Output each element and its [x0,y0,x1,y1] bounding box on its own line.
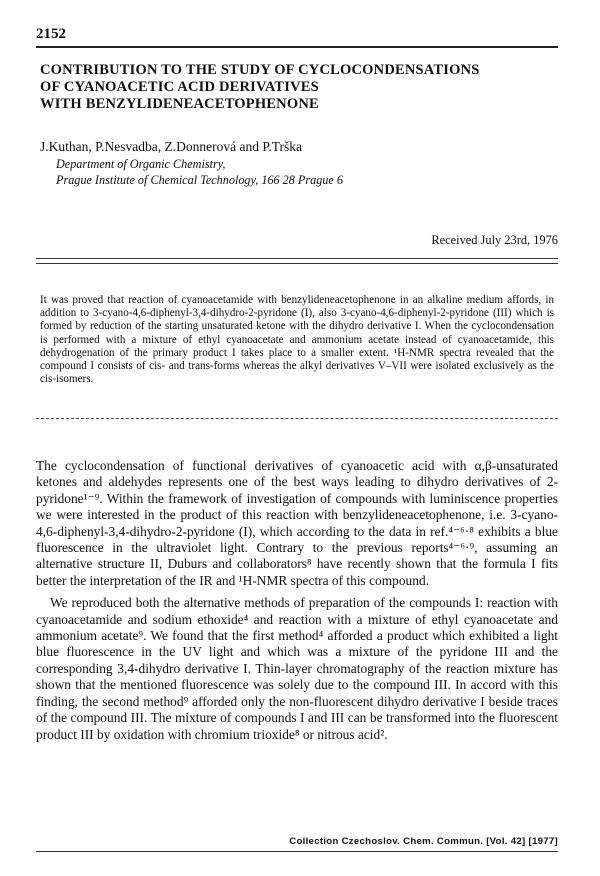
footer-rule [36,851,558,852]
body-text [36,458,558,749]
footer-citation: Collection Czechoslov. Chem. Commun. [Vol. 42] [1977] [289,836,558,847]
page-number: 2152 [36,26,66,42]
affiliation-line: Department of Organic Chemistry, [56,157,226,171]
received-date: Received July 23rd, 1976 [431,233,558,247]
abstract-rule-bottom [36,418,558,419]
authors: J.Kuthan, P.Nesvadba, Z.Donnerová and P.Trška [40,139,302,154]
abstract-rule-top [36,258,558,259]
body-paragraph: We reproduced both the alternative methods of preparation of the compounds I: reaction with cyanoacetamide and sodium ethoxide⁴ and reaction with a mixture of ethyl cyanoacetate and ammonium acetate⁹. We found that the first method⁴ afforded a product which exhibited a light blue fluorescence in the UV light and which was a mixture of the pyridone III and the corresponding 3,4-dihydro derivative I. Thin-layer chromatography of the reaction mixture has shown that the mentioned fluorescence was solely due to the compound III. In accord with this finding, the second method⁹ afforded only the non-fluorescent dihydro derivative I beside traces of the compound III. The mixture of compounds I and III can be transformed into the fluorescent product III by oxidation with chromium trioxide⁸ or nitrous acid². [36,595,558,742]
affiliation-line: Prague Institute of Chemical Technology, 166 28 Prague 6 [56,173,343,187]
title-line: CONTRIBUTION TO THE STUDY OF CYCLOCONDENSATIONS [40,62,480,78]
abstract-rule-top-2 [36,263,558,264]
abstract: It was proved that reaction of cyanoacetamide with benzylideneacetophenone in an alkaline medium affords, in addition to 3-cyano-4,6-diphenyl-3,4-dihydro-2-pyridone (I), also 3-cyano-4,6-diphenyl-2-pyridone (III) which is formed by reduction of the starting unsaturated ketone with the dihydro derivative I. When the cyclocondensation is performed with a mixture of ethyl cyanoacetate and ammonium acetate instead of cyanoacetamide, this dehydrogenation of the primary product I takes place to a smaller extent. ¹H-NMR spectra revealed that the compound I consists of cis- and trans-forms whereas the alkyl derivatives V–VII were isolated exclusively as the cis-isomers. [40,294,554,386]
affiliation [56,156,343,188]
header-rule [36,46,558,48]
title-line: WITH BENZYLIDENEACETOPHENONE [40,96,319,112]
body-paragraph: The cyclocondensation of functional derivatives of cyanoacetic acid with α,β-unsaturated ketones and aldehydes represents one of the best ways leading to dihydro derivatives of 2-pyridone¹⁻⁹. Within the framework of investigation of compounds with luminiscence properties we were interested in the product of this reaction with benzylideneacetophenone, i.e. 3-cyano-4,6-diphenyl-3,4-dihydro-2-pyridone (I), which according to the data in ref.⁴⁻⁶·⁸ exhibits a blue fluorescence in the ultraviolet light. Contrary to the previous reports⁴⁻⁶·⁹, assuming an alternative structure II, Duburs and collaborators⁸ have recently shown that the formula I fits better the interpretation of the IR and ¹H-NMR spectra of this compound. [36,458,558,588]
article-title [40,62,560,113]
title-line: OF CYANOACETIC ACID DERIVATIVES [40,79,319,95]
